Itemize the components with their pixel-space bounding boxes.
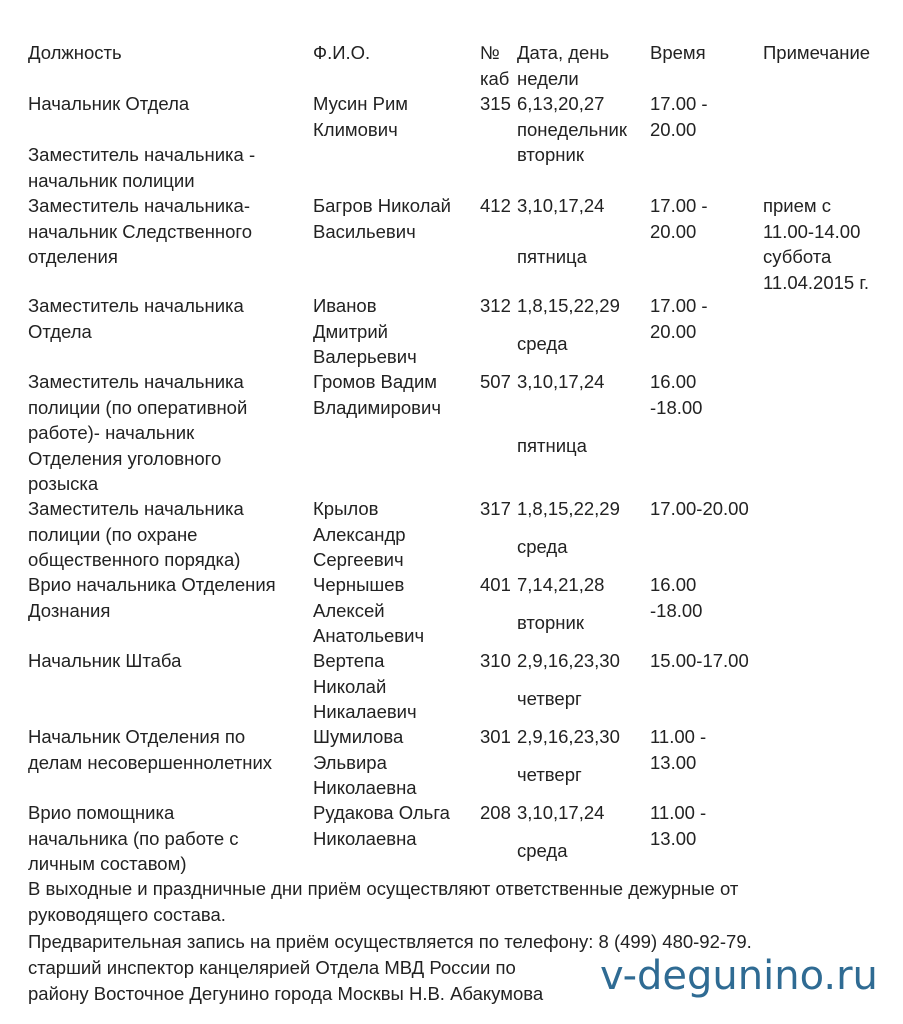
- cell-room: 401: [480, 574, 511, 595]
- cell-day: понедельник: [517, 118, 627, 140]
- cell-day: вторник: [517, 612, 584, 634]
- cell-day: пятница: [517, 246, 587, 267]
- cell-dates: 3,10,17,24: [517, 802, 605, 823]
- cell-dates: 6,13,20,27: [517, 93, 605, 114]
- cell-room: 315: [480, 93, 511, 114]
- cell-fio: Мусин Рим Климович: [313, 93, 408, 140]
- cell-day: четверг: [517, 764, 582, 786]
- cell-dates: 1,8,15,22,29: [517, 295, 620, 316]
- cell-fio: Громов Вадим Владимирович: [313, 371, 441, 418]
- cell-room: 412: [480, 195, 511, 216]
- cell-dates: 2,9,16,23,30: [517, 726, 620, 747]
- cell-day: четверг: [517, 688, 582, 710]
- cell-time: 17.00-20.00: [650, 498, 749, 519]
- cell-time: 17.00 - 20.00: [650, 295, 708, 342]
- footer-signature: старший инспектор канцелярией Отдела МВД России по району Восточное Дегунино города Москвы Н.В. Абакумова: [28, 957, 544, 1004]
- cell-time: 16.00 -18.00: [650, 371, 703, 418]
- cell-dates: 3,10,17,24: [517, 195, 605, 216]
- cell-day: вторник: [517, 144, 584, 165]
- cell-dates: 7,14,21,28: [517, 574, 605, 595]
- cell-position: Врио помощника начальника (по работе с личным составом): [28, 802, 239, 874]
- cell-fio: Вертепа Николай Никалаевич: [313, 650, 417, 722]
- cell-time: 15.00-17.00: [650, 650, 749, 671]
- cell-day: среда: [517, 840, 568, 862]
- cell-room: 317: [480, 498, 511, 519]
- cell-time: 11.00 - 13.00: [650, 726, 707, 773]
- header-note: Примечание: [763, 42, 871, 63]
- cell-dates: 3,10,17,24: [517, 371, 605, 392]
- header-position: Должность: [28, 42, 122, 63]
- cell-time: 17.00 - 20.00: [650, 195, 708, 242]
- footer-weekend-note: В выходные и праздничные дни приём осуществляют ответственные дежурные от руководящего состава.: [28, 878, 739, 925]
- cell-dates: 1,8,15,22,29: [517, 498, 620, 519]
- cell-day: среда: [517, 333, 568, 355]
- cell-position: Начальник Штаба: [28, 650, 182, 671]
- cell-position: Заместитель начальника полиции (по оперативной работе)- начальник Отделения уголовного розыска: [28, 371, 248, 494]
- header-time: Время: [650, 42, 706, 63]
- cell-time: 11.00 - 13.00: [650, 802, 707, 849]
- cell-note: прием с 11.00-14.00 суббота 11.04.2015 г.: [763, 195, 869, 293]
- cell-room: 208: [480, 802, 511, 823]
- cell-position: Заместитель начальника - начальник полиции: [28, 144, 256, 191]
- cell-fio: Чернышев Алексей Анатольевич: [313, 574, 425, 646]
- cell-time: 16.00 -18.00: [650, 574, 703, 621]
- cell-day: пятница: [517, 434, 587, 456]
- cell-fio: Багров Николай Васильевич: [313, 195, 452, 242]
- site-watermark: v-degunino.ru: [600, 953, 878, 999]
- cell-room: 507: [480, 371, 511, 392]
- cell-fio: Иванов Дмитрий Валерьевич: [313, 295, 417, 367]
- footer-phone-note: Предварительная запись на приём осуществляется по телефону: 8 (499) 480-92-79.: [28, 931, 752, 952]
- cell-position: Врио начальника Отделения Дознания: [28, 574, 276, 621]
- cell-dates: 2,9,16,23,30: [517, 650, 620, 671]
- header-fio: Ф.И.О.: [313, 42, 371, 63]
- cell-fio: Шумилова Эльвира Николаевна: [313, 726, 417, 798]
- cell-position: Начальник Отдела: [28, 93, 190, 114]
- cell-room: 310: [480, 650, 511, 671]
- cell-fio: Крылов Александр Сергеевич: [313, 498, 406, 570]
- header-date: Дата, день недели: [517, 42, 610, 89]
- cell-room: 312: [480, 295, 511, 316]
- cell-position: Заместитель начальника Отдела: [28, 295, 244, 342]
- cell-fio: Рудакова Ольга Николаевна: [313, 802, 450, 849]
- cell-position: Заместитель начальника- начальник Следственного отделения: [28, 195, 253, 267]
- cell-position: Начальник Отделения по делам несовершеннолетних: [28, 726, 273, 773]
- cell-room: 301: [480, 726, 511, 747]
- cell-day: среда: [517, 536, 568, 558]
- cell-time: 17.00 - 20.00: [650, 93, 708, 140]
- cell-position: Заместитель начальника полиции (по охране общественного порядка): [28, 498, 244, 570]
- header-room: № каб: [480, 42, 510, 89]
